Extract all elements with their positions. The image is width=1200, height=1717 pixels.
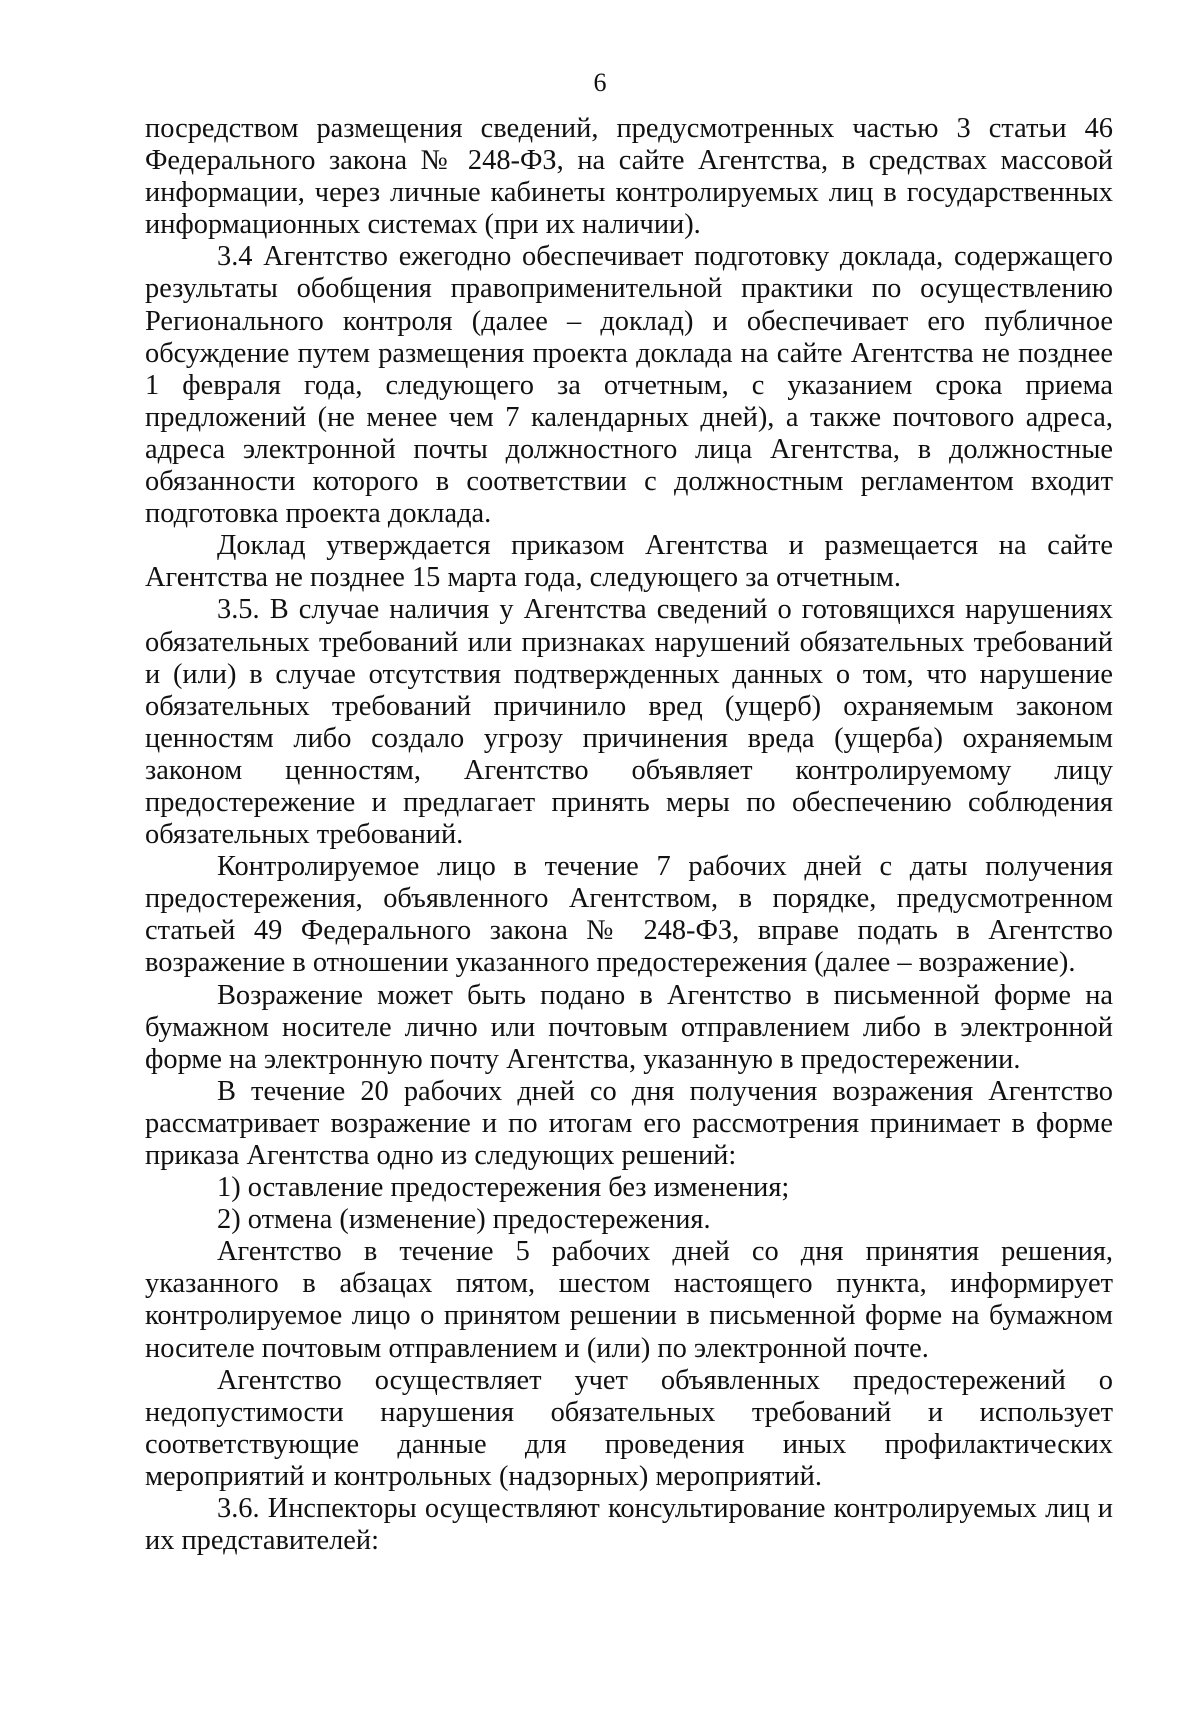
paragraph-decision-notice: Агентство в течение 5 рабочих дней со дня принятия решения, указанного в абзацах пятом, шестом настоящего пункта, информирует контролируемое лицо о принятом решении в письменной форме на бумажном носителе почтовым отправлением и (или) по электронной почте. <box>145 1236 1113 1364</box>
list-item-decision-2: 2) отмена (изменение) предостережения. <box>217 1204 711 1236</box>
paragraph-warnings-record: Агентство осуществляет учет объявленных предостережений о недопустимости нарушения обязательных требований и использует соответствующие данные для проведения иных профилактических мероприятий и контрольных (надзорных) мероприятий. <box>145 1364 1113 1492</box>
paragraph-continuation: посредством размещения сведений, предусмотренных частью 3 статьи 46 Федерального закона № 248-ФЗ, на сайте Агентства, в средствах массовой информации, через личные кабинеты контролируемых лиц в государственных информационных системах (при их наличии). <box>145 113 1113 241</box>
paragraph-report-approval: Доклад утверждается приказом Агентства и размещается на сайте Агентства не позднее 15 марта года, следующего за отчетным. <box>145 530 1113 594</box>
page-number: 6 <box>593 68 607 97</box>
paragraph-3-6: 3.6. Инспекторы осуществляют консультирование контролируемых лиц и их представителей: <box>145 1493 1113 1557</box>
document-body <box>145 113 1113 1557</box>
paragraph-3-4: 3.4 Агентство ежегодно обеспечивает подготовку доклада, содержащего результаты обобщения правоприменительной практики по осуществлению Регионального контроля (далее – доклад) и обеспечивает его публичное обсуждение путем размещения проекта доклада на сайте Агентства не позднее 1 февраля года, следующего за отчетным, с указанием срока приема предложений (не менее чем 7 календарных дней), а также почтового адреса, адреса электронной почты должностного лица Агентства, в должностные обязанности которого в соответствии с должностным регламентом входит подготовка проекта доклада. <box>145 241 1113 530</box>
list-item-decision-1: 1) оставление предостережения без изменения; <box>217 1172 790 1204</box>
paragraph-objection-review: В течение 20 рабочих дней со дня получения возражения Агентство рассматривает возражение и по итогам его рассмотрения принимает в форме приказа Агентства одно из следующих решений: <box>145 1075 1113 1171</box>
paragraph-objection-right: Контролируемое лицо в течение 7 рабочих дней с даты получения предостережения, объявленного Агентством, в порядке, предусмотренном статьей 49 Федерального закона № 248-ФЗ, вправе подать в Агентство возражение в отношении указанного предостережения (далее – возражение). <box>145 851 1113 979</box>
paragraph-3-5: 3.5. В случае наличия у Агентства сведений о готовящихся нарушениях обязательных требований или признаках нарушений обязательных требований и (или) в случае отсутствия подтвержденных данных о том, что нарушение обязательных требований причинило вред (ущерб) охраняемым законом ценностям либо создало угрозу причинения вреда (ущерба) охраняемым законом ценностям, Агентство объявляет контролируемому лицу предостережение и предлагает принять меры по обеспечению соблюдения обязательных требований. <box>145 594 1113 851</box>
paragraph-objection-form: Возражение может быть подано в Агентство в письменной форме на бумажном носителе лично или почтовым отправлением либо в электронной форме на электронную почту Агентства, указанную в предостережении. <box>145 979 1113 1075</box>
